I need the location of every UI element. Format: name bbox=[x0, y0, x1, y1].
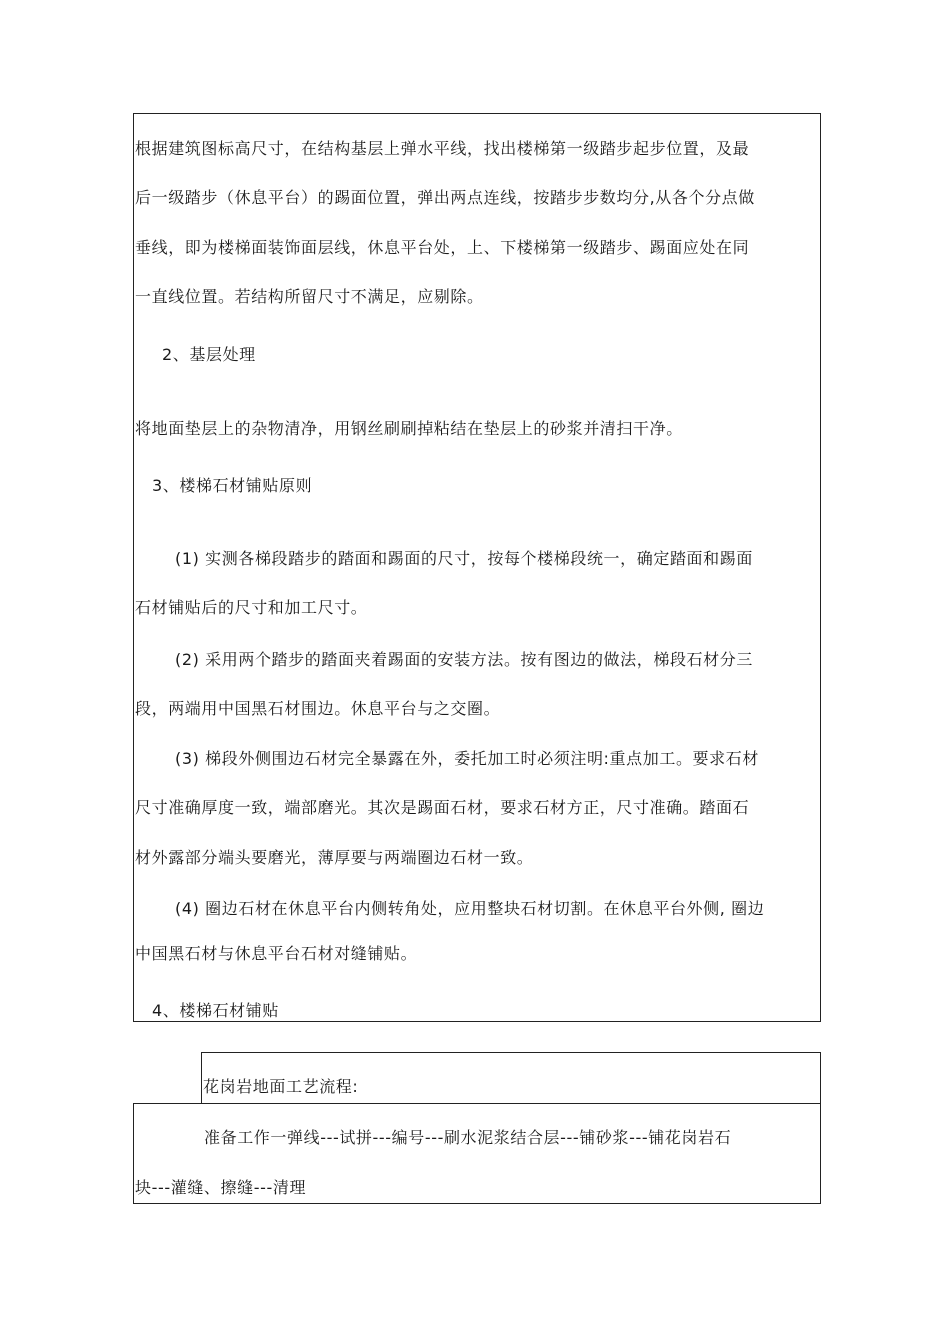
list-item-line: 材外露部分端头要磨光，薄厚要与两端圈边石材一致。 bbox=[135, 848, 534, 867]
list-item-line: 段，两端用中国黑石材围边。休息平台与之交圈。 bbox=[135, 699, 501, 718]
list-item-line: (1) 实测各梯段踏步的踏面和踢面的尺寸，按每个楼梯段统一，确定踏面和踢面 bbox=[175, 549, 753, 568]
list-item-line: 石材铺贴后的尺寸和加工尺寸。 bbox=[135, 598, 368, 617]
paragraph-line: 垂线，即为楼梯面装饰面层线，休息平台处，上、下楼梯第一级踏步、踢面应处在同 bbox=[135, 238, 750, 257]
paragraph-line: 根据建筑图标高尺寸，在结构基层上弹水平线，找出楼梯第一级踏步起步位置，及最 bbox=[135, 139, 750, 158]
section-heading: 4、楼梯石材铺贴 bbox=[152, 1001, 279, 1020]
list-item-line: 中国黑石材与休息平台石材对缝铺贴。 bbox=[135, 944, 418, 963]
section-heading: 2、基层处理 bbox=[162, 345, 256, 364]
section-heading: 3、楼梯石材铺贴原则 bbox=[152, 476, 313, 495]
flow-line: 块---灌缝、擦缝---清理 bbox=[135, 1178, 307, 1197]
paragraph-line: 一直线位置。若结构所留尺寸不满足，应剔除。 bbox=[135, 287, 484, 306]
list-item-line: (4) 圈边石材在休息平台内侧转角处，应用整块石材切割。在休息平台外侧, 圈边 bbox=[175, 899, 765, 918]
list-item-line: 尺寸准确厚度一致，端部磨光。其次是踢面石材，要求石材方正，尺寸准确。踏面石 bbox=[135, 798, 750, 817]
flow-line: 准备工作一弹线---试拼---编号---刷水泥浆结合层---铺砂浆---铺花岗岩石 bbox=[204, 1128, 732, 1147]
list-item-line: (3) 梯段外侧围边石材完全暴露在外，委托加工时必须注明:重点加工。要求石材 bbox=[175, 749, 759, 768]
list-item-line: (2) 采用两个踏步的踏面夹着踢面的安装方法。按有图边的做法，梯段石材分三 bbox=[175, 650, 753, 669]
paragraph-line: 将地面垫层上的杂物清净，用钢丝刷刷掉粘结在垫层上的砂浆并清扫干净。 bbox=[135, 419, 683, 438]
paragraph-line: 后一级踏步（休息平台）的踢面位置，弹出两点连线，按踏步步数均分,从各个分点做 bbox=[135, 188, 755, 207]
flow-title: 花岗岩地面工艺流程: bbox=[203, 1077, 359, 1096]
